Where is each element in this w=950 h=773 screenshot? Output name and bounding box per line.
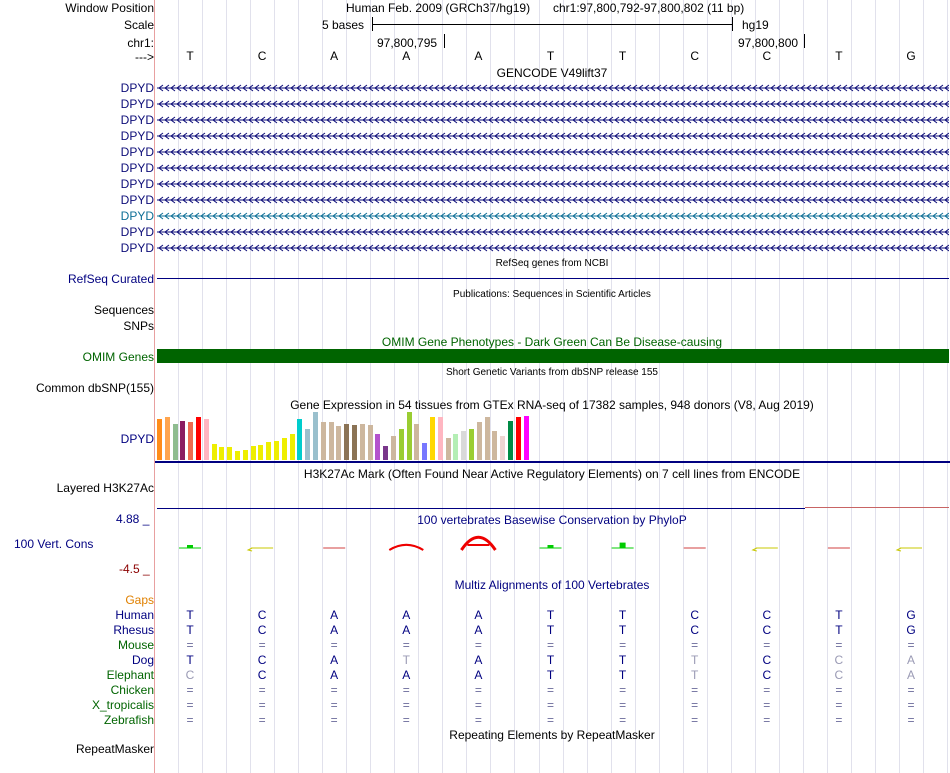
reference-base: A	[330, 49, 339, 63]
gtex-tissue-bar[interactable]	[461, 431, 466, 460]
reference-base: T	[835, 49, 843, 63]
gtex-tissue-bar[interactable]	[274, 441, 279, 460]
coord-right-tick	[804, 34, 805, 48]
alignment-base: =	[330, 713, 338, 727]
gtex-tissue-bar[interactable]	[438, 417, 443, 460]
alignment-base: T	[546, 608, 555, 622]
gencode-gene-label[interactable]: DPYD	[120, 225, 154, 239]
alignment-base: C	[762, 623, 772, 637]
alignment-base: =	[402, 713, 410, 727]
gencode-transcript[interactable]	[157, 211, 949, 221]
alignment-base: =	[474, 698, 482, 712]
alignment-base: T	[546, 623, 555, 637]
alignment-base: =	[691, 713, 699, 727]
reference-base: G	[906, 49, 916, 63]
gtex-tissue-bar[interactable]	[352, 425, 357, 460]
reference-base: A	[402, 49, 411, 63]
alignment-base: A	[330, 623, 339, 637]
species-label[interactable]: Dog	[131, 653, 154, 667]
phylop-score-mark	[389, 545, 423, 550]
refseq-title: RefSeq genes from NCBI	[495, 258, 609, 269]
alignment-base: T	[618, 653, 627, 667]
phylop-score-mark	[753, 548, 757, 551]
alignment-base: G	[906, 608, 916, 622]
gencode-transcript[interactable]	[157, 163, 949, 173]
gtex-label[interactable]: DPYD	[120, 432, 154, 446]
gtex-tissue-bar[interactable]	[344, 424, 349, 460]
alignment-base: C	[762, 653, 772, 667]
gtex-tissue-bar[interactable]	[360, 424, 365, 460]
reference-base: C	[690, 49, 700, 63]
alignment-base: =	[835, 638, 843, 652]
gencode-gene-label[interactable]: DPYD	[120, 161, 154, 175]
gtex-tissue-bar[interactable]	[414, 424, 419, 460]
alignment-base: A	[474, 608, 483, 622]
phylop-max: 4.88 _	[116, 512, 150, 526]
repeatmasker-label[interactable]: RepeatMasker	[75, 742, 154, 756]
alignment-base: C	[834, 653, 844, 667]
gtex-tissue-bar[interactable]	[305, 429, 310, 460]
alignment-base: =	[402, 698, 410, 712]
alignment-base: T	[546, 668, 555, 682]
h3k27ac-label[interactable]: Layered H3K27Ac	[56, 481, 154, 495]
alignment-base: C	[257, 668, 267, 682]
alignment-base: =	[835, 683, 843, 697]
gencode-transcript[interactable]	[157, 147, 949, 157]
alignment-base: A	[330, 668, 339, 682]
gtex-tissue-bar[interactable]	[227, 447, 232, 460]
alignment-base: C	[257, 623, 267, 637]
alignment-base: =	[330, 638, 338, 652]
alignment-base: T	[546, 653, 555, 667]
gencode-transcript[interactable]	[157, 115, 949, 125]
multiz-title: Multiz Alignments of 100 Vertebrates	[454, 578, 650, 592]
alignment-base: =	[330, 698, 338, 712]
gtex-title: Gene Expression in 54 tissues from GTEx RNA-seq of 17382 samples, 948 donors (V8, Aug 2019)	[290, 398, 814, 412]
gtex-tissue-bar[interactable]	[446, 438, 451, 460]
alignment-base: C	[762, 668, 772, 682]
alignment-base: =	[619, 683, 627, 697]
gtex-tissue-bar[interactable]	[165, 417, 170, 460]
alignment-base: =	[619, 698, 627, 712]
phylop-score-mark	[248, 548, 252, 551]
snps-label[interactable]: SNPs	[123, 319, 154, 333]
alignment-base: C	[257, 653, 267, 667]
gtex-tissue-bar[interactable]	[258, 445, 263, 460]
alignment-base: =	[402, 638, 410, 652]
gencode-gene-label[interactable]: DPYD	[120, 113, 154, 127]
gtex-tissue-bar[interactable]	[266, 442, 271, 460]
alignment-base: =	[763, 698, 771, 712]
alignment-base: C	[185, 668, 195, 682]
alignment-base: A	[330, 653, 339, 667]
h3k27ac-title: H3K27Ac Mark (Often Found Near Active Regulatory Elements) on 7 cell lines from ENCODE	[303, 467, 801, 481]
gtex-tissue-bar[interactable]	[508, 421, 513, 460]
alignment-base: C	[762, 608, 772, 622]
gtex-tissue-bar[interactable]	[212, 444, 217, 460]
gtex-tissue-bar[interactable]	[329, 422, 334, 460]
phylop-score-bar	[187, 545, 193, 548]
alignment-base: C	[690, 623, 700, 637]
omim-title: OMIM Gene Phenotypes - Dark Green Can Be Disease-causing	[381, 335, 723, 349]
alignment-base: T	[691, 668, 699, 682]
window-position-label: Window Position	[65, 1, 154, 15]
publications-title: Publications: Sequences in Scientific Articles	[453, 289, 651, 300]
alignment-base: =	[258, 683, 266, 697]
alignment-base: T	[618, 668, 627, 682]
alignment-base: T	[186, 653, 194, 667]
alignment-base: =	[763, 638, 771, 652]
gencode-title: GENCODE V49lift37	[496, 66, 608, 80]
gtex-tissue-bar[interactable]	[157, 419, 162, 460]
alignment-base: =	[907, 713, 915, 727]
alignment-base: =	[474, 683, 482, 697]
gencode-transcript[interactable]	[157, 83, 949, 93]
gtex-tissue-bar[interactable]	[477, 422, 482, 460]
alignment-base: =	[186, 638, 194, 652]
gtex-tissue-bar[interactable]	[282, 438, 287, 460]
alignment-base: =	[907, 683, 915, 697]
alignment-base: T	[186, 608, 194, 622]
alignment-base: A	[906, 668, 915, 682]
gtex-tissue-bar[interactable]	[336, 426, 341, 460]
omim-label[interactable]: OMIM Genes	[82, 350, 154, 364]
reference-base: C	[762, 49, 772, 63]
h3k27ac-line-red	[805, 507, 949, 508]
alignment-base: A	[402, 668, 411, 682]
coord-left-tick	[444, 34, 445, 48]
species-label[interactable]: Elephant	[106, 668, 154, 682]
gtex-tissue-bar[interactable]	[251, 446, 256, 460]
alignment-base: =	[835, 698, 843, 712]
gtex-tissue-bar[interactable]	[500, 436, 505, 460]
phylop-label[interactable]: 100 Vert. Cons	[14, 537, 94, 551]
coord-right: 97,800,800	[738, 36, 799, 50]
gencode-transcript[interactable]	[157, 243, 949, 253]
gtex-tissue-bar[interactable]	[399, 429, 404, 460]
alignment-base: =	[619, 638, 627, 652]
alignment-base: C	[257, 608, 267, 622]
alignment-base: =	[258, 698, 266, 712]
gencode-gene-label[interactable]: DPYD	[120, 193, 154, 207]
alignment-base: A	[330, 608, 339, 622]
alignment-base: =	[474, 638, 482, 652]
phylop-score-bar	[548, 545, 554, 548]
gencode-gene-label[interactable]: DPYD	[120, 145, 154, 159]
reference-base: C	[257, 49, 267, 63]
gencode-transcript[interactable]	[157, 195, 949, 205]
gtex-tissue-bar[interactable]	[321, 422, 326, 460]
gencode-gene-label[interactable]: DPYD	[120, 97, 154, 111]
alignment-base: =	[258, 713, 266, 727]
alignment-base: =	[546, 713, 554, 727]
alignment-base: =	[546, 698, 554, 712]
gtex-tissue-bar[interactable]	[391, 436, 396, 460]
scale-text: 5 bases	[322, 18, 365, 32]
alignment-base: C	[834, 668, 844, 682]
gtex-tissue-bar[interactable]	[173, 424, 178, 460]
omim-bar[interactable]	[157, 349, 949, 363]
alignment-base: =	[186, 713, 194, 727]
refseq-line[interactable]	[157, 278, 949, 279]
gtex-tissue-bar[interactable]	[313, 412, 318, 460]
gtex-tissue-bar[interactable]	[188, 422, 193, 460]
alignment-base: C	[690, 608, 700, 622]
alignment-base: =	[330, 683, 338, 697]
alignment-base: A	[402, 608, 411, 622]
gencode-gene-label[interactable]: DPYD	[120, 81, 154, 95]
gtex-tissue-bar[interactable]	[204, 419, 209, 460]
gtex-tissue-bar[interactable]	[383, 446, 388, 460]
reference-base: T	[546, 49, 555, 63]
strand-label: --->	[135, 50, 154, 64]
alignment-base: T	[618, 623, 627, 637]
phylop-score-mark	[461, 537, 495, 550]
gtex-tissue-bar[interactable]	[375, 434, 380, 460]
gtex-tissue-bar[interactable]	[368, 425, 373, 460]
gtex-tissue-bar[interactable]	[243, 450, 248, 460]
alignment-base: A	[474, 653, 483, 667]
gencode-transcript[interactable]	[157, 227, 949, 237]
gtex-tissue-bar[interactable]	[492, 431, 497, 460]
species-label[interactable]: Human	[115, 608, 154, 622]
alignment-base: A	[474, 623, 483, 637]
alignment-base: =	[907, 638, 915, 652]
phylop-graph[interactable]	[155, 530, 950, 560]
gtex-tissue-bar[interactable]	[407, 412, 412, 460]
db-text: hg19	[742, 18, 769, 32]
gtex-tissue-bar[interactable]	[485, 417, 490, 460]
alignment-base: =	[691, 683, 699, 697]
phylop-title: 100 vertebrates Basewise Conservation by PhyloP	[417, 513, 687, 527]
gencode-gene-label[interactable]: DPYD	[120, 129, 154, 143]
species-label[interactable]: Chicken	[110, 683, 154, 697]
phylop-min: -4.5 _	[119, 562, 150, 576]
gencode-gene-label[interactable]: DPYD	[120, 209, 154, 223]
scale-label: Scale	[123, 18, 154, 32]
chrom-label: chr1:	[127, 36, 154, 50]
alignment-base: =	[619, 713, 627, 727]
coord-left: 97,800,795	[377, 36, 438, 50]
gtex-tissue-bar[interactable]	[219, 447, 224, 460]
alignment-base: A	[906, 653, 915, 667]
gtex-tissue-bar[interactable]	[290, 434, 295, 460]
alignment-base: =	[763, 713, 771, 727]
reference-base: T	[618, 49, 627, 63]
alignment-base: T	[835, 608, 843, 622]
repeatmasker-title: Repeating Elements by RepeatMasker	[449, 728, 655, 742]
gtex-tissue-bar[interactable]	[524, 416, 529, 460]
alignment-base: A	[402, 623, 411, 637]
alignment-base: =	[258, 638, 266, 652]
alignment-base: =	[763, 683, 771, 697]
scale-bar	[372, 17, 733, 31]
species-label[interactable]: Rhesus	[113, 623, 154, 637]
phylop-score-mark	[897, 548, 901, 551]
alignment-base: =	[835, 713, 843, 727]
gencode-transcript[interactable]	[157, 99, 949, 109]
gtex-tissue-bar[interactable]	[469, 429, 474, 460]
gtex-chart[interactable]	[157, 412, 537, 460]
alignment-base: T	[186, 623, 194, 637]
alignment-base: T	[618, 608, 627, 622]
alignment-base: =	[402, 683, 410, 697]
reference-base: T	[186, 49, 194, 63]
reference-base: A	[474, 49, 483, 63]
position-text: chr1:97,800,792-97,800,802 (11 bp)	[553, 1, 745, 15]
alignment-base: =	[186, 683, 194, 697]
gtex-tissue-bar[interactable]	[430, 417, 435, 460]
refseq-label[interactable]: RefSeq Curated	[67, 272, 154, 286]
alignment-base: =	[907, 698, 915, 712]
gencode-gene-label[interactable]: DPYD	[120, 177, 154, 191]
gencode-transcript[interactable]	[157, 131, 949, 141]
alignment-base: T	[691, 653, 699, 667]
alignment-base: T	[835, 623, 843, 637]
alignment-base: =	[186, 698, 194, 712]
gtex-baseline	[155, 461, 950, 463]
alignment-base: =	[691, 698, 699, 712]
dbsnp-title: Short Genetic Variants from dbSNP release 155	[446, 367, 658, 378]
sequences-label[interactable]: Sequences	[93, 303, 154, 317]
species-label[interactable]: X_tropicalis	[91, 698, 154, 712]
gencode-transcript[interactable]	[157, 179, 949, 189]
phylop-score-bar	[620, 543, 626, 548]
species-label[interactable]: Zebrafish	[103, 713, 154, 727]
alignment-base: T	[402, 653, 410, 667]
gtex-tissue-bar[interactable]	[516, 417, 521, 460]
alignment-base: =	[546, 638, 554, 652]
assembly-text: Human Feb. 2009 (GRCh37/hg19)	[346, 1, 531, 15]
alignment-base: A	[474, 668, 483, 682]
gtex-tissue-bar[interactable]	[235, 451, 240, 460]
gtex-tissue-bar[interactable]	[180, 421, 185, 460]
species-label[interactable]: Mouse	[117, 638, 154, 652]
alignment-base: =	[474, 713, 482, 727]
gtex-tissue-bar[interactable]	[453, 434, 458, 460]
alignment-base: =	[546, 683, 554, 697]
alignment-base: G	[906, 623, 916, 637]
h3k27ac-line	[157, 508, 805, 509]
dbsnp-label[interactable]: Common dbSNP(155)	[35, 381, 154, 395]
gencode-gene-label[interactable]: DPYD	[120, 241, 154, 255]
gtex-tissue-bar[interactable]	[297, 419, 302, 460]
gaps-label: Gaps	[125, 593, 154, 607]
gtex-tissue-bar[interactable]	[196, 417, 201, 460]
gtex-tissue-bar[interactable]	[422, 443, 427, 460]
alignment-base: =	[691, 638, 699, 652]
